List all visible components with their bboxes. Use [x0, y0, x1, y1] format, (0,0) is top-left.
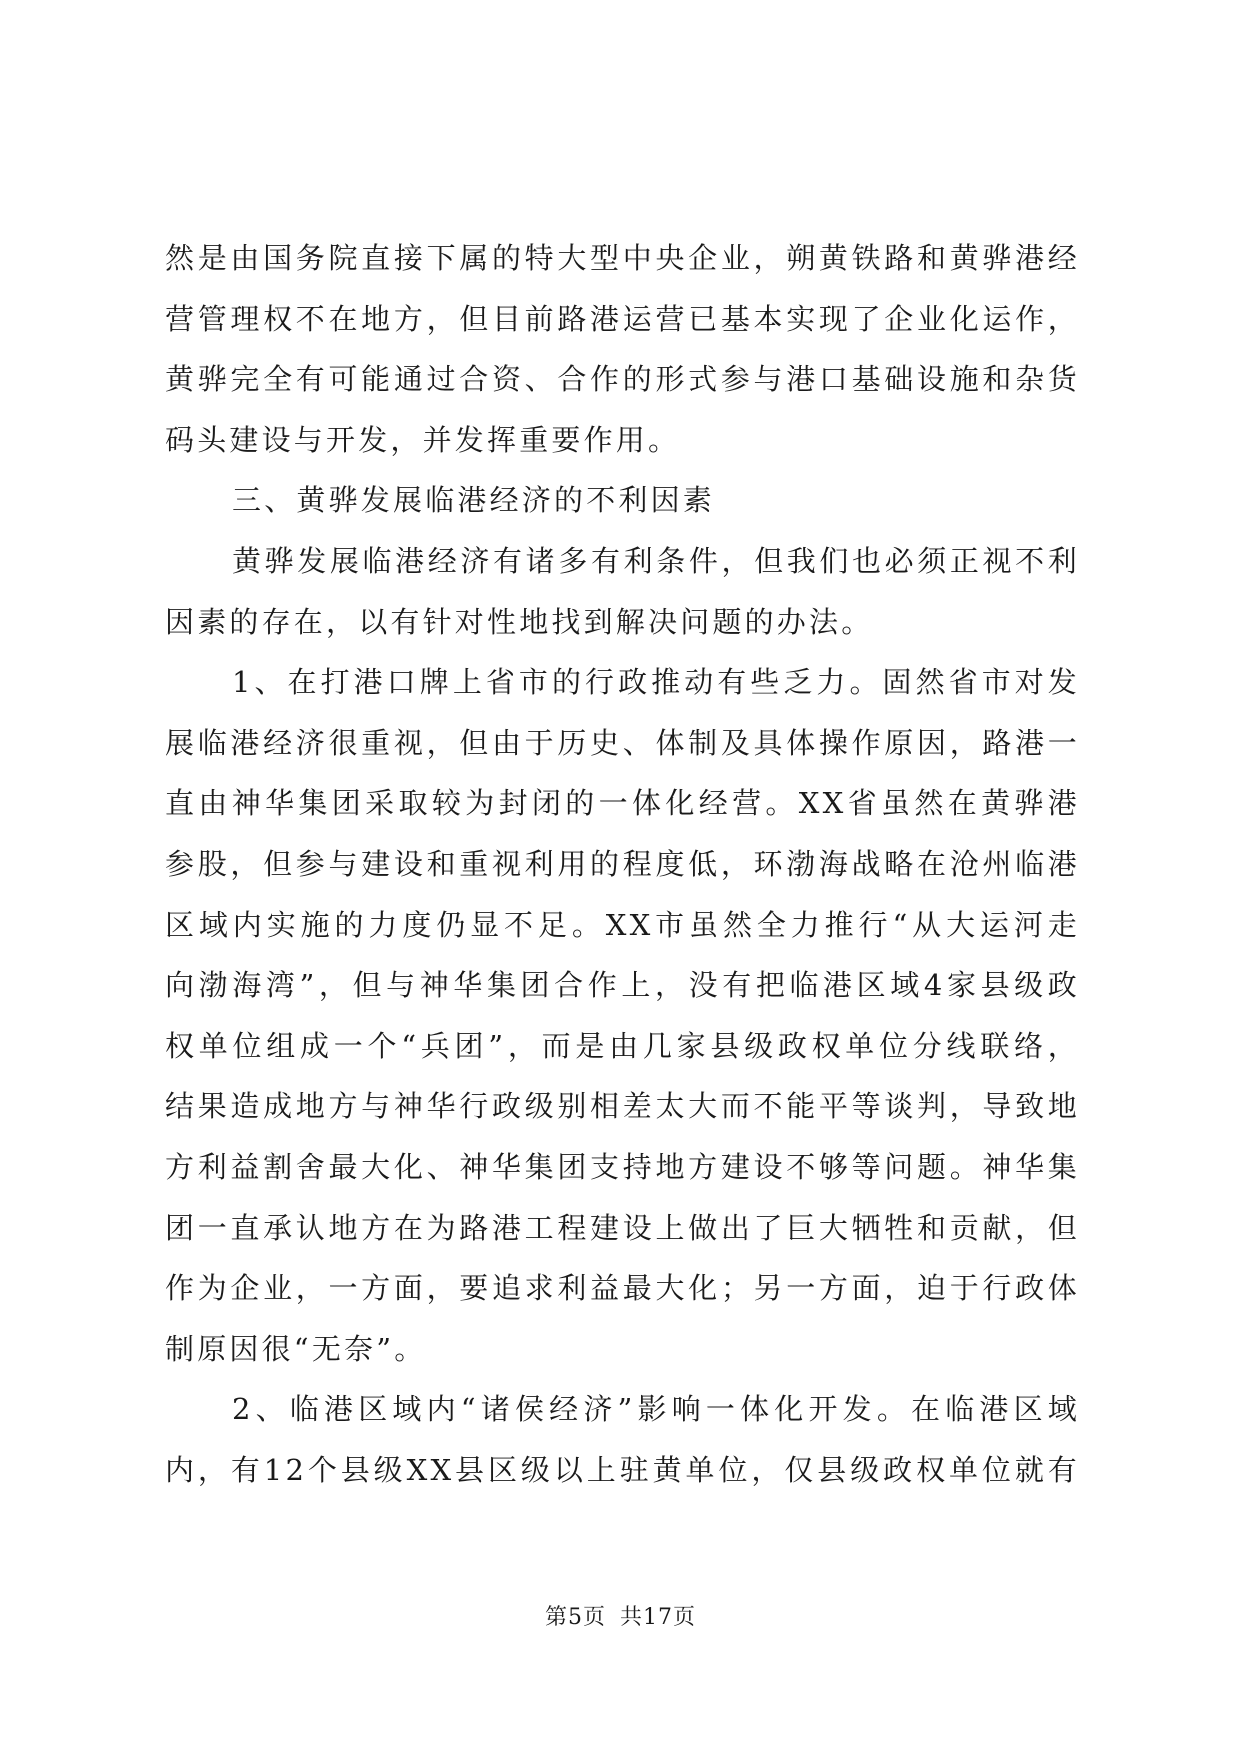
page-total: 共17页	[620, 1605, 696, 1630]
text-line: 向渤海湾”，但与神华集团合作上，没有把临港区域4家县级政	[165, 968, 1080, 1003]
text-line: 因素的存在，以有针对性地找到解决问题的办法。	[165, 604, 874, 639]
text-line: 1、在打港口牌上省市的行政推动有些乏力。固然省市对发	[232, 665, 1080, 700]
text-line: 权单位组成一个“兵团”，而是由几家县级政权单位分线联络，	[165, 1028, 1080, 1063]
text-line: 直由神华集团采取较为封闭的一体化经营。XX省虽然在黄骅港	[165, 786, 1080, 821]
text-line: 区域内实施的力度仍显不足。XX市虽然全力推行“从大运河走	[165, 907, 1080, 942]
document-body	[165, 228, 1080, 1500]
text-line: 作为企业，一方面，要追求利益最大化；另一方面，迫于行政体	[165, 1271, 1080, 1306]
text-line: 2、临港区域内“诸侯经济”影响一体化开发。在临港区域	[232, 1392, 1080, 1427]
text-line: 营管理权不在地方，但目前路港运营已基本实现了企业化运作，	[165, 301, 1080, 336]
text-line: 团一直承认地方在为路港工程建设上做出了巨大牺牲和贡献，但	[165, 1210, 1080, 1245]
text-line: 展临港经济很重视，但由于历史、体制及具体操作原因，路港一	[165, 725, 1080, 760]
text-line: 制原因很“无奈”。	[165, 1331, 427, 1366]
text-line: 结果造成地方与神华行政级别相差太大而不能平等谈判，导致地	[165, 1089, 1080, 1124]
text-line: 然是由国务院直接下属的特大型中央企业，朔黄铁路和黄骅港经	[165, 241, 1080, 275]
text-line: 参股，但参与建设和重视利用的程度低，环渤海战略在沧州临港	[165, 846, 1080, 881]
text-line: 三、黄骅发展临港经济的不利因素	[232, 483, 716, 518]
page-footer	[0, 1600, 1241, 1631]
text-line: 方利益割舍最大化、神华集团支持地方建设不够等问题。神华集	[165, 1149, 1080, 1184]
text-line: 黄骅发展临港经济有诸多有利条件，但我们也必须正视不利	[232, 543, 1080, 578]
page-number: 第5页	[545, 1605, 606, 1630]
text-line: 码头建设与开发，并发挥重要作用。	[165, 422, 681, 457]
text-line: 内，有12个县级XX县区级以上驻黄单位，仅县级政权单位就有	[165, 1452, 1080, 1487]
text-line: 黄骅完全有可能通过合资、合作的形式参与港口基础设施和杂货	[165, 362, 1080, 397]
